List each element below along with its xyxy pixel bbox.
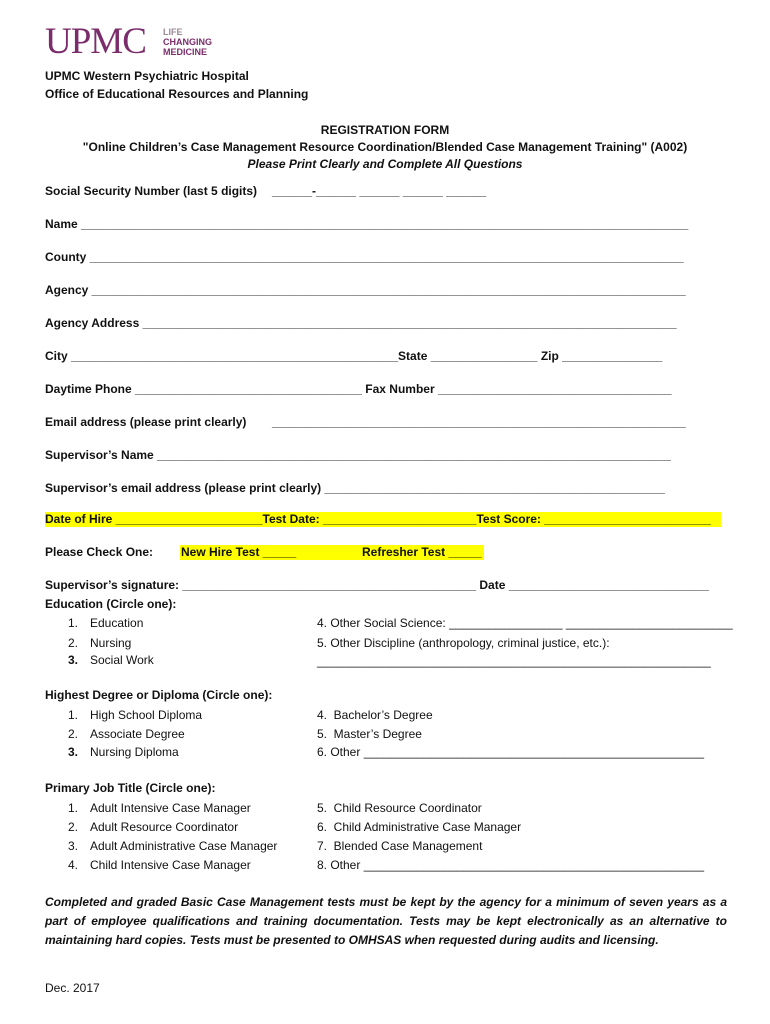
signature-date-field[interactable]: Supervisor’s signature: ____________________________________________ Date ______________________________ [45,578,709,592]
logo-tagline-1: LIFE [163,27,183,37]
office-name: Office of Educational Resources and Planning [45,87,309,101]
logo-tagline-3: MEDICINE [163,47,208,57]
revision-date: Dec. 2017 [45,981,100,995]
form-title: REGISTRATION FORM [320,123,450,137]
check-one-label: Please Check One: [45,545,154,559]
job-option-5[interactable]: 5. Child Resource Coordinator [317,801,482,815]
education-other-blank[interactable]: ___________________________________________________________ [317,654,711,668]
job-option-2[interactable]: 2. Adult Resource Coordinator [68,820,239,834]
hospital-name: UPMC Western Psychiatric Hospital [45,69,249,83]
ssn-label: Social Security Number (last 5 digits) [45,184,258,198]
phone-fax-field[interactable]: Daytime Phone __________________________________ Fax Number ___________________________________ [45,382,672,396]
retention-note: Completed and graded Basic Case Management tests must be kept by the agency for a minimum of seven years as a part of employee qualifications and training documentation. Tests may be kept electronically as an alternative to maintaining hard copies. Tests must be presented to OMHSAS when requested during audits and licensing. [45,895,727,947]
job-option-1[interactable]: 1. Adult Intensive Case Manager [68,801,251,815]
logo-wordmark: UPMC [45,21,146,62]
job-title-heading: Primary Job Title (Circle one): [45,781,216,795]
job-option-4[interactable]: 4. Child Intensive Case Manager [68,858,251,872]
job-option-6[interactable]: 6. Child Administrative Case Manager [317,820,522,834]
education-option-5[interactable]: 5. Other Discipline (anthropology, criminal justice, etc.): [317,636,610,650]
supervisor-name-field[interactable]: Supervisor’s Name _____________________________________________________________________________ [45,448,671,462]
education-heading: Education (Circle one): [45,597,177,611]
degree-option-2[interactable]: 2. Associate Degree [68,727,185,741]
city-state-zip-field[interactable]: City _________________________________________________State ________________ Zip _______________ [45,349,663,363]
supervisor-email-field[interactable]: Supervisor’s email address (please print clearly) ___________________________________________________ [45,481,665,495]
ssn-field[interactable]: ______-______ ______ ______ ______ [272,184,487,198]
degree-option-3[interactable]: 3. Nursing Diploma [68,745,179,759]
new-hire-test-option[interactable]: New Hire Test _____ [181,545,297,559]
form-instruction: Please Print Clearly and Complete All Questions [247,157,523,171]
job-option-3[interactable]: 3. Adult Administrative Case Manager [68,839,278,853]
degree-option-6[interactable]: 6. Other ___________________________________________________ [317,745,705,759]
logo-tagline-2: CHANGING [163,37,212,47]
job-option-7[interactable]: 7. Blended Case Management [317,839,483,853]
email-label: Email address (please print clearly) [45,415,247,429]
education-option-4[interactable]: 4. Other Social Science: _________________ _________________________ [317,616,733,630]
degree-option-4[interactable]: 4. Bachelor’s Degree [317,708,433,722]
hire-test-line[interactable]: Date of Hire ______________________Test Date: _______________________Test Score: _________________________ [45,512,721,527]
name-field[interactable]: Name ___________________________________________________________________________________________ [45,217,689,231]
refresher-test-option[interactable]: Refresher Test _____ [362,545,482,559]
degree-heading: Highest Degree or Diploma (Circle one): [45,688,273,702]
county-field[interactable]: County _________________________________________________________________________________________ [45,250,684,264]
education-option-3[interactable]: 3. Social Work [68,653,154,667]
education-option-2[interactable]: 2. Nursing [68,636,132,650]
course-title: "Online Children’s Case Management Resource Coordination/Blended Case Management Training" (A002) [82,140,688,154]
agency-field[interactable]: Agency _________________________________________________________________________________________ [45,283,686,297]
job-option-8[interactable]: 8. Other ___________________________________________________ [317,858,705,872]
agency-address-field[interactable]: Agency Address ________________________________________________________________________________ [45,316,677,330]
degree-option-1[interactable]: 1. High School Diploma [68,708,203,722]
email-field[interactable]: ______________________________________________________________ [272,415,686,429]
education-option-1[interactable]: 1. Education [68,616,144,630]
upmc-logo [45,22,245,62]
degree-option-5[interactable]: 5. Master’s Degree [317,727,422,741]
